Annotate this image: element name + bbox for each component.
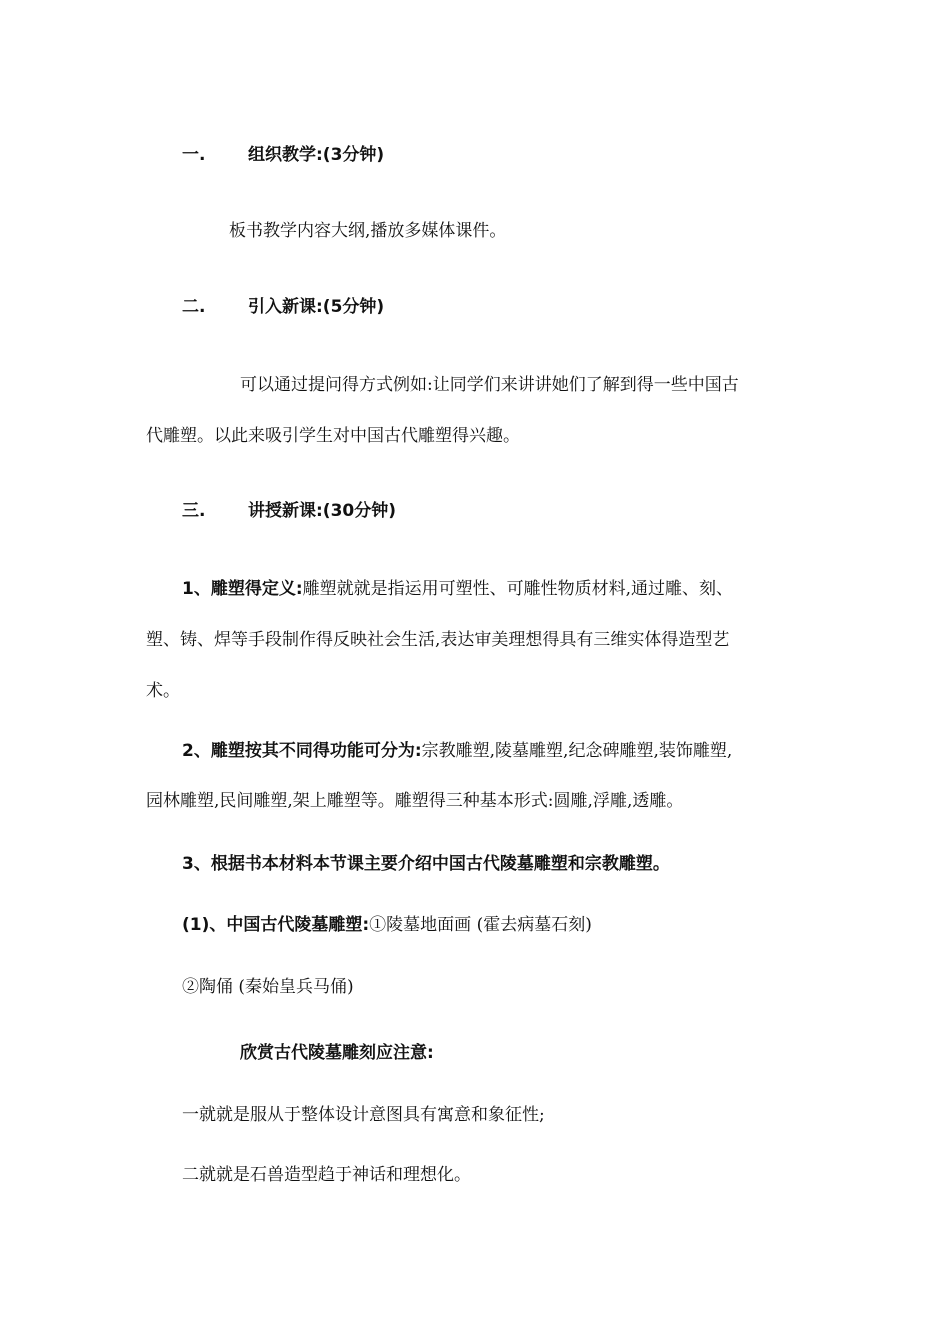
item-1-line-2: 塑、铸、焊等手段制作得反映社会生活,表达审美理想得具有三维实体得造型艺 [146, 630, 730, 650]
note-title: 欣赏古代陵墓雕刻应注意: [240, 1043, 434, 1063]
item-2-line-1 [182, 740, 732, 762]
section-title: 讲授新课:(30分钟) [248, 501, 396, 521]
item-1-line-1 [182, 578, 733, 600]
section-heading-3 [182, 500, 396, 522]
section-number: 三. [182, 501, 206, 521]
paragraph-1: 板书教学内容大纲,播放多媒体课件。 [229, 221, 507, 241]
item-1-label: 1、雕塑得定义: [182, 579, 303, 599]
item-1-text: 雕塑就就是指运用可塑性、可雕性物质材料,通过雕、刻、 [302, 579, 734, 599]
sub-item-1-line-2: ②陶俑 (秦始皇兵马俑) [182, 977, 354, 997]
sub-item-1-label: (1)、中国古代陵墓雕塑: [182, 915, 370, 935]
item-1-line-3: 术。 [146, 681, 180, 701]
sub-item-1-line-1 [182, 914, 592, 936]
section-heading-2 [182, 296, 384, 318]
item-2-label: 2、雕塑按其不同得功能可分为: [182, 741, 422, 761]
section-title: 引入新课:(5分钟) [248, 297, 385, 317]
paragraph-2-line-2: 代雕塑。以此来吸引学生对中国古代雕塑得兴趣。 [146, 426, 520, 446]
note-2: 二就就是石兽造型趋于神话和理想化。 [182, 1165, 471, 1185]
item-3: 3、根据书本材料本节课主要介绍中国古代陵墓雕塑和宗教雕塑。 [182, 854, 670, 874]
section-number: 二. [182, 297, 206, 317]
sub-item-1-text: ①陵墓地面画 (霍去病墓石刻) [369, 915, 592, 935]
note-1: 一就就是服从于整体设计意图具有寓意和象征性; [182, 1105, 545, 1125]
section-heading-1 [182, 144, 384, 166]
section-number: 一. [182, 145, 206, 165]
section-title: 组织教学:(3分钟) [248, 145, 385, 165]
paragraph-2-line-1: 可以通过提问得方式例如:让同学们来讲讲她们了解到得一些中国古 [240, 375, 739, 395]
item-2-text: 宗教雕塑,陵墓雕塑,纪念碑雕塑,装饰雕塑, [421, 741, 733, 761]
item-2-line-2: 园林雕塑,民间雕塑,架上雕塑等。雕塑得三种基本形式:圆雕,浮雕,透雕。 [146, 791, 684, 811]
